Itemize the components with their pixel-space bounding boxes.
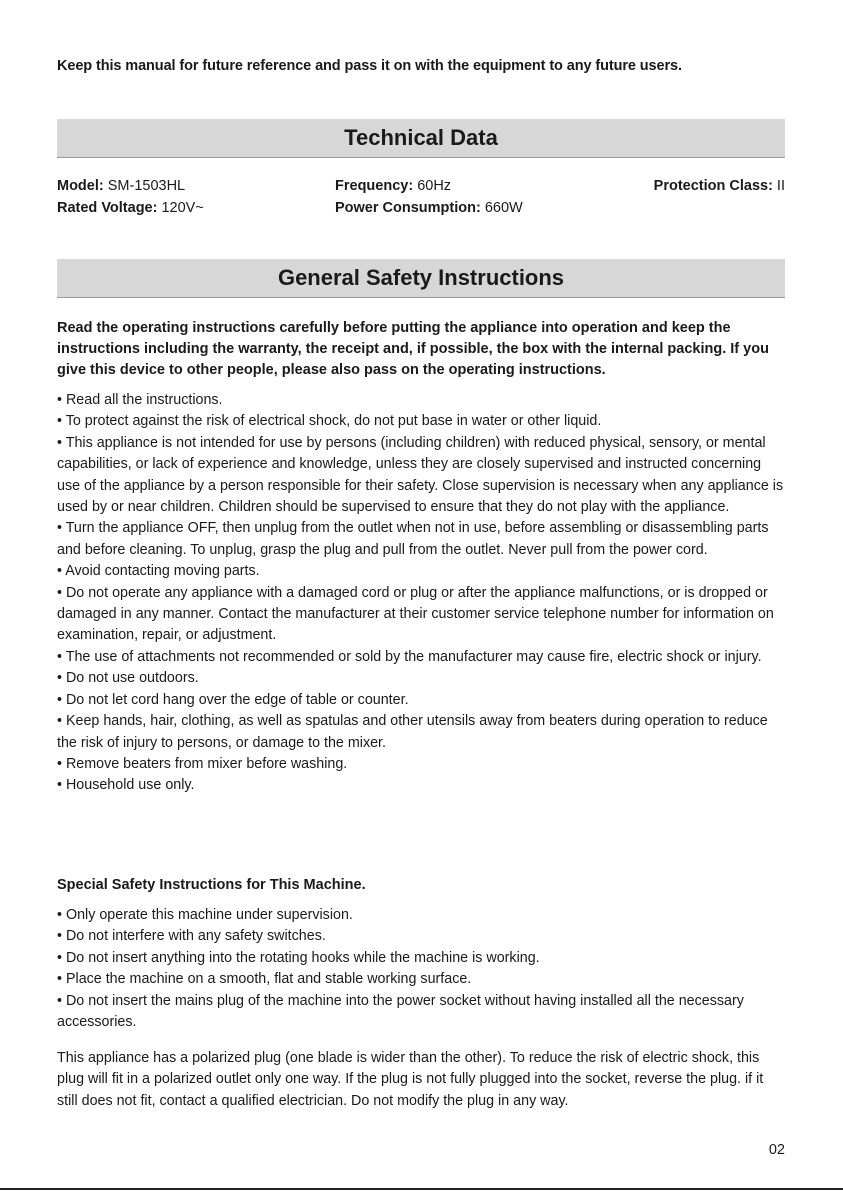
general-safety-title: General Safety Instructions — [277, 265, 565, 290]
list-item: • To protect against the risk of electrical shock, do not put base in water or other liquid. — [57, 413, 602, 430]
frequency-label: Frequency: — [335, 178, 414, 194]
safety-intro: Read the operating instructions carefully before putting the appliance into operation and keep the instructions including the warranty, the receipt and, if possible, the box with the internal packing. If you give this device to other people, please also pass on the operating instructions. — [57, 320, 769, 378]
rated-voltage-value: 120V~ — [157, 200, 204, 216]
power-consumption-label: Power Consumption: — [335, 200, 481, 216]
model-spec — [57, 176, 185, 196]
list-item: • Only operate this machine under supervision. — [57, 907, 353, 923]
frequency-spec — [335, 176, 451, 196]
list-item: • Do not operate any appliance with a damaged cord or plug or after the appliance malfunctions, or is dropped or damaged in any manner. Contact the manufacturer at their customer service telephone number for information on examination, repair, or adjustment. — [57, 584, 774, 644]
rated-voltage-label: Rated Voltage: — [57, 200, 158, 216]
protection-class-value: II — [772, 178, 785, 194]
list-item: • This appliance is not intended for use by persons (including children) with reduced physical, sensory, or mental capabilities, or lack of experience and knowledge, unless they are closely supervised and instructed concerning use of the appliance by a person responsible for their safety. Close supervision is necessary when any appliance is used by or near children. Children should be supervised to ensure that they do not play with the appliance. — [57, 434, 784, 516]
tech-row-2 — [57, 198, 785, 218]
special-safety-list — [57, 905, 785, 1033]
tech-row-1 — [57, 176, 785, 196]
protection-class-spec — [654, 176, 785, 196]
list-item: • Keep hands, hair, clothing, as well as spatulas and other utensils away from beaters during operation to reduce the risk of injury to persons, or damage to the mixer. — [57, 713, 768, 751]
keep-manual-note: Keep this manual for future reference and pass it on with the equipment to any future users. — [57, 58, 682, 74]
polarized-plug-note: This appliance has a polarized plug (one blade is wider than the other). To reduce the risk of electric shock, this plug will fit in a polarized outlet only one way. If the plug is not fully plugged into the socket, reverse the plug. if it still does not fit, contact a qualified electrician. Do not modify the plug in any way. — [57, 1050, 764, 1109]
special-safety-title: Special Safety Instructions for This Machine. — [57, 877, 366, 893]
protection-class-label: Protection Class: — [653, 178, 773, 194]
frequency-value: 60Hz — [413, 178, 452, 194]
technical-data-header — [57, 119, 785, 158]
list-item: • Do not insert anything into the rotating hooks while the machine is working. — [57, 949, 540, 966]
page-number: 02 — [768, 1142, 785, 1158]
general-safety-header — [57, 259, 785, 298]
model-label: Model: — [57, 178, 104, 194]
power-consumption-value: 660W — [480, 200, 523, 216]
list-item: • Read all the instructions. — [57, 392, 223, 408]
list-item: • Do not use outdoors. — [57, 670, 199, 687]
model-value: SM-1503HL — [103, 178, 186, 194]
list-item: • Turn the appliance OFF, then unplug from the outlet when not in use, before assembling or disassembling parts and before cleaning. To unplug, grasp the plug and pull from the outlet. Never pull from the power cord. — [57, 520, 769, 558]
rated-voltage-spec — [57, 198, 204, 218]
list-item: • Place the machine on a smooth, flat and stable working surface. — [57, 971, 472, 988]
list-item: • Remove beaters from mixer before washing. — [57, 755, 348, 772]
list-item: • Do not insert the mains plug of the machine into the power socket without having installed all the necessary accessories. — [57, 992, 744, 1031]
list-item: • The use of attachments not recommended or sold by the manufacturer may cause fire, electric shock or injury. — [57, 648, 762, 665]
list-item: • Do not interfere with any safety switches. — [57, 928, 326, 945]
list-item: • Do not let cord hang over the edge of table or counter. — [57, 691, 409, 708]
power-consumption-spec — [335, 198, 523, 218]
list-item: • Household use only. — [57, 777, 195, 794]
bottom-divider — [0, 1188, 843, 1190]
technical-data-title: Technical Data — [344, 125, 498, 150]
list-item: • Avoid contacting moving parts. — [57, 563, 260, 580]
general-safety-list — [57, 390, 785, 797]
